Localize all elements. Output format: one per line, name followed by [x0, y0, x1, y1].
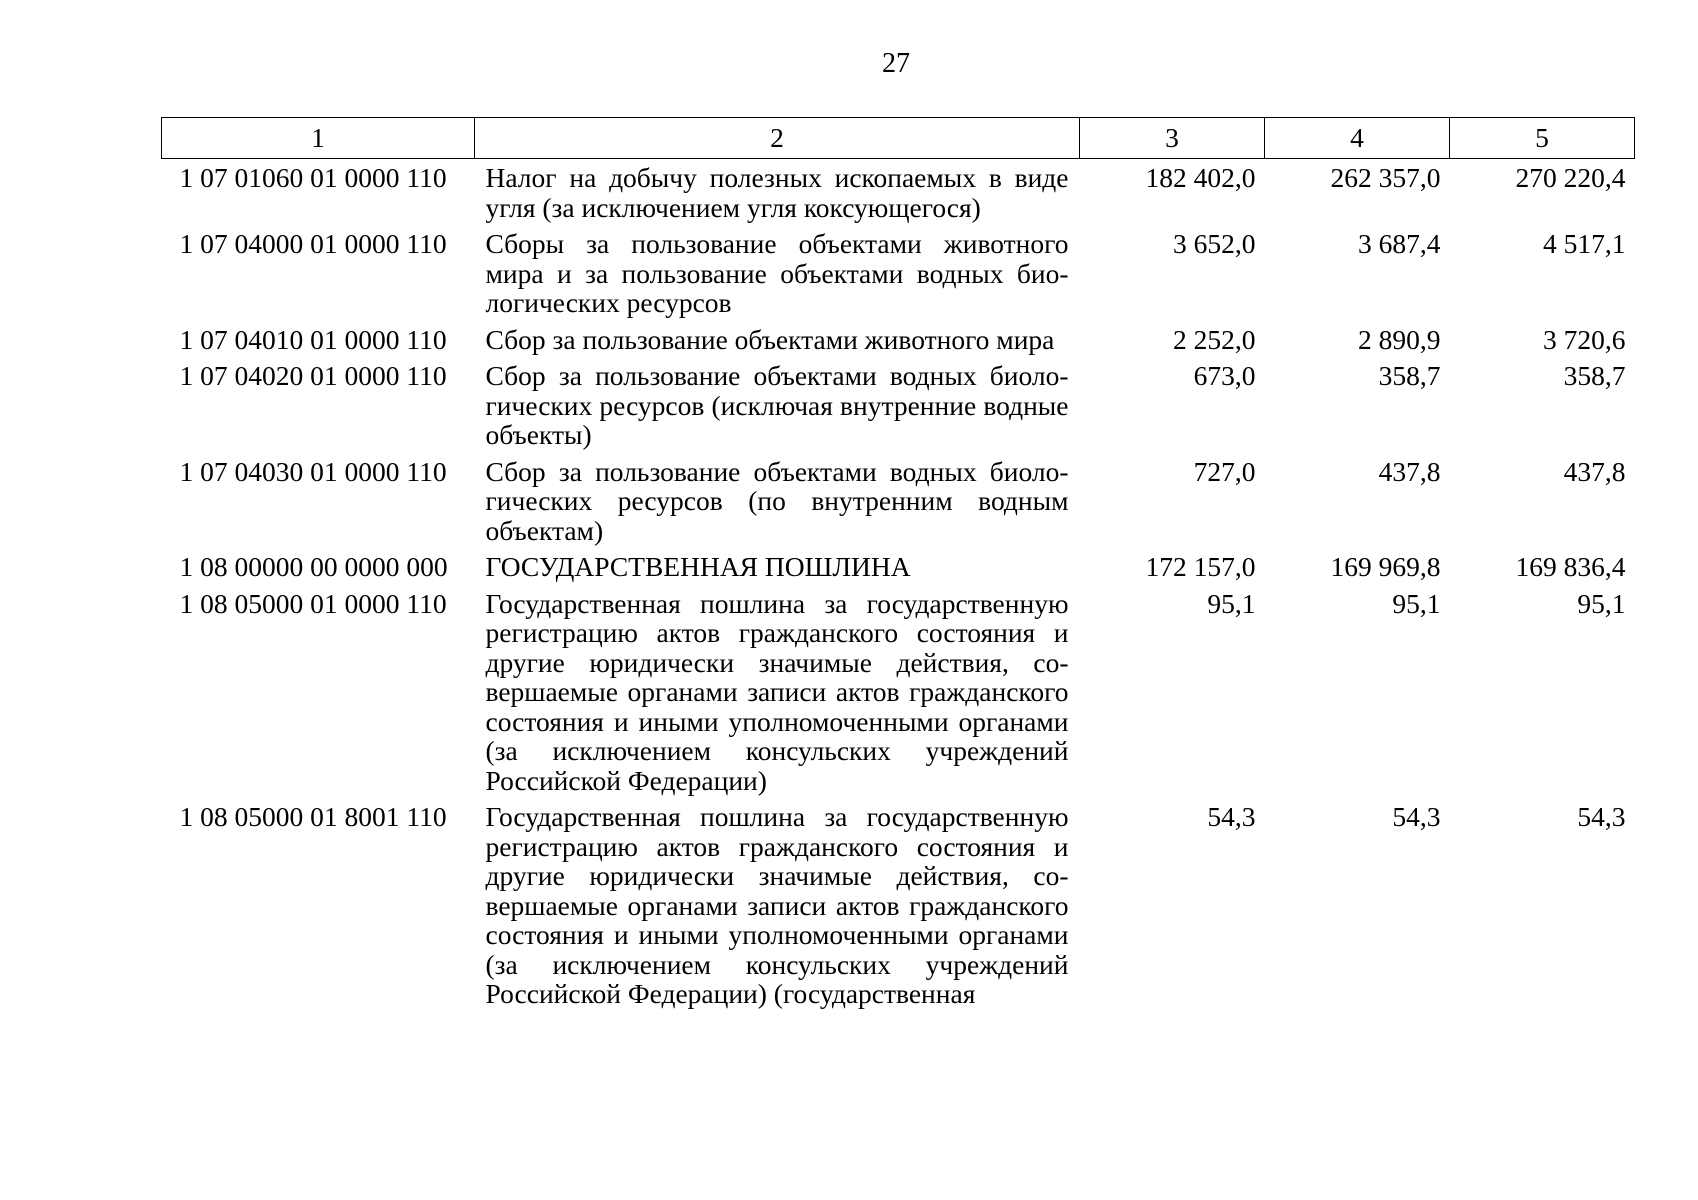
header-col-5: 5: [1450, 118, 1635, 159]
budget-code: 1 08 05000 01 0000 110: [179, 587, 447, 619]
table-row: [162, 159, 1635, 230]
budget-code: 1 08 00000 00 0000 000: [179, 551, 448, 582]
value-col-3: 54,3: [1207, 801, 1256, 832]
revenue-name: Сбор за пользование объектами водных биологических ресурсов (исключая внутренние водные объекты): [485, 360, 1069, 450]
header-col-1: 1: [162, 118, 475, 159]
revenue-name: Сбор за пользование объектами животного мира: [485, 323, 1055, 355]
value-col-3: 172 157,0: [1145, 551, 1256, 582]
value-col-3: 727,0: [1193, 455, 1256, 487]
value-col-3: 2 252,0: [1173, 323, 1256, 355]
value-col-5: 270 220,4: [1515, 162, 1626, 193]
value-col-4: 3 687,4: [1358, 228, 1441, 259]
table-body: [162, 159, 1635, 1016]
value-col-4: 54,3: [1392, 801, 1441, 832]
value-col-5: 358,7: [1563, 360, 1626, 391]
budget-code: 1 07 01060 01 0000 110: [179, 162, 447, 193]
budget-code: 1 08 05000 01 8001 110: [179, 801, 447, 832]
table-row: [162, 802, 1635, 1016]
value-col-4: 2 890,9: [1358, 323, 1441, 355]
table-header: [162, 118, 1635, 159]
budget-code: 1 07 04020 01 0000 110: [179, 360, 447, 391]
table-row: [162, 457, 1635, 553]
revenue-name: Сбор за пользование объектами водных биологических ресурсов (по внутренним водным объектам): [485, 455, 1069, 546]
value-col-3: 673,0: [1193, 360, 1256, 391]
value-col-5: 4 517,1: [1543, 228, 1626, 259]
value-col-3: 182 402,0: [1145, 162, 1256, 193]
value-col-4: 262 357,0: [1330, 162, 1441, 193]
value-col-5: 437,8: [1563, 455, 1626, 487]
value-col-5: 54,3: [1577, 801, 1626, 832]
revenue-table: [161, 117, 1635, 1016]
header-col-2: 2: [475, 118, 1080, 159]
budget-code: 1 07 04030 01 0000 110: [179, 455, 447, 487]
value-col-3: 3 652,0: [1173, 228, 1256, 259]
revenue-name: Налог на добычу полезных ископаемых в виде угля (за исключением угля коксующегося): [485, 162, 1069, 223]
revenue-name: Государственная пошлина за государственную регистрацию актов гражданского состояния и другие юридически значимые действия, совершаемые органами записи актов гражданского состояния и иными уполномоченными органами (за исключением консульских учреждений Российской Федерации): [485, 587, 1069, 796]
value-col-5: 169 836,4: [1515, 551, 1626, 582]
table-row: [162, 361, 1635, 457]
budget-code: 1 07 04000 01 0000 110: [179, 228, 447, 259]
revenue-name: ГОСУДАРСТВЕННАЯ ПОШЛИНА: [485, 551, 911, 582]
value-col-4: 437,8: [1378, 455, 1441, 487]
revenue-name: Сборы за пользование объектами животного мира и за пользование объектами водных биологических ресурсов: [485, 228, 1069, 318]
value-col-5: 3 720,6: [1543, 323, 1626, 355]
header-row: [162, 118, 1635, 159]
table-row: [162, 325, 1635, 362]
value-col-4: 169 969,8: [1330, 551, 1441, 582]
value-col-3: 95,1: [1207, 587, 1256, 619]
budget-code: 1 07 04010 01 0000 110: [179, 323, 447, 355]
table-row: [162, 589, 1635, 803]
page-number: 27: [882, 48, 910, 79]
header-col-3: 3: [1080, 118, 1265, 159]
value-col-4: 95,1: [1392, 587, 1441, 619]
revenue-name: Государственная пошлина за государственную регистрацию актов гражданского состояния и другие юридически значимые действия, совершаемые органами записи актов гражданского состояния и иными уполномоченными органами (за исключением консульских учреждений Российской Федерации) (государственная: [485, 801, 1069, 1009]
table-row: [162, 552, 1635, 589]
header-col-4: 4: [1265, 118, 1450, 159]
table-row: [162, 229, 1635, 325]
value-col-5: 95,1: [1577, 587, 1626, 619]
value-col-4: 358,7: [1378, 360, 1441, 391]
